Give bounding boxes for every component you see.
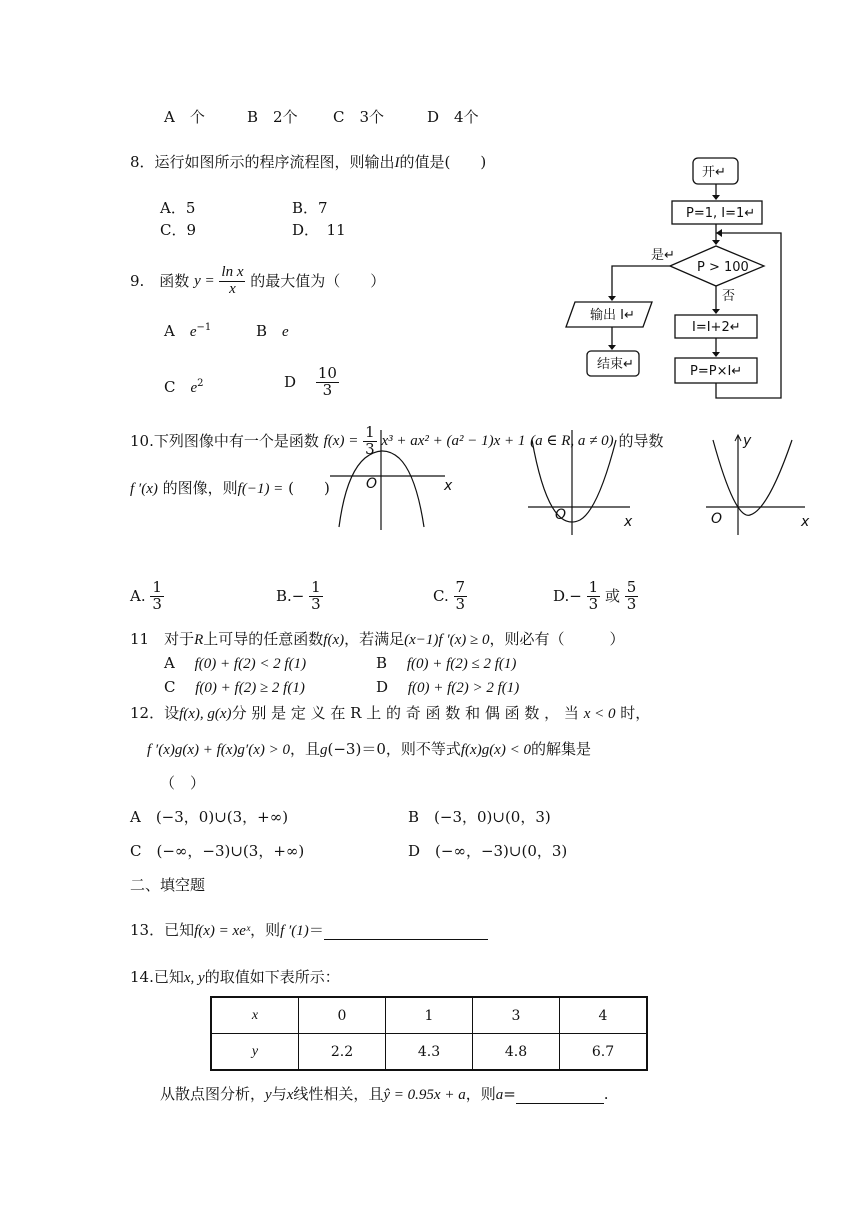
- graph2-origin: O: [555, 507, 567, 523]
- q12-option-a: A (−3，0)∪(3，+∞): [130, 808, 289, 826]
- q8-option-c: C．9: [160, 221, 197, 239]
- q12-option-d: D (−∞，−3)∪(0，3): [408, 842, 568, 860]
- q7-option-c: C 3个: [333, 108, 385, 126]
- q11-option-c: C f(0) + f(2) ≥ 2 f(1): [164, 678, 305, 696]
- graph3-curve: [713, 440, 792, 515]
- q12-option-b: B (−3，0)∪(0，3): [408, 808, 551, 826]
- q9-stem: 9. 函数 y = $\frac{\text{ln x}}{x}$ 的最大值为（ ）: [130, 264, 386, 297]
- q7-option-b: B 2个: [247, 108, 298, 126]
- graph1-origin: O: [366, 476, 378, 492]
- q9-option-b: B e: [256, 322, 289, 340]
- table-cell: 1: [386, 997, 473, 1034]
- q14-table: [210, 996, 648, 1071]
- flowchart-end-label: 结束↵: [597, 357, 634, 372]
- table-row: [211, 997, 647, 1034]
- q10-stem: 10.下列图像中有一个是函数 f(x) = $\frac{1}{3}$ x³ + ax² + (a² − 1)x + 1 (a ∈ R, a ≠ 0) 的导数: [130, 423, 664, 458]
- q12-line2: f ′(x)g(x) + f(x)g′(x) > 0，且g(−3)＝0，则不等式f(x)g(x) < 0的解集是: [147, 740, 591, 758]
- graph1-x-label: x: [444, 478, 453, 494]
- q10-option-a: A. $\frac{1}{3}$: [130, 578, 162, 613]
- flowchart-condition-label: P > 100: [697, 260, 749, 275]
- q9-option-c: C $e^2$: [164, 378, 204, 396]
- flowchart-step2-label: P=P×I↵: [690, 364, 743, 379]
- q13: 13．已知f(x) = xeˣ，则f ′(1)＝: [130, 919, 488, 940]
- table-cell: 2.2: [299, 1034, 386, 1071]
- table-header-y: y: [211, 1034, 299, 1071]
- table-row: [211, 1034, 647, 1071]
- table-header-x: x: [211, 997, 299, 1034]
- table-cell: 4.3: [386, 1034, 473, 1071]
- table-cell: 3: [473, 997, 560, 1034]
- q11-stem: 11 对于R上可导的任意函数f(x)，若满足(x−1)f ′(x) ≥ 0，则必有（ ）: [130, 630, 625, 648]
- q8-option-a: A．5: [160, 199, 196, 217]
- table-cell: 0: [299, 997, 386, 1034]
- graph3-x-label: x: [801, 514, 810, 530]
- q14-stem: 14.已知x, y的取值如下表所示：: [130, 968, 340, 986]
- flowchart-no-label: 否: [722, 289, 736, 304]
- q7-option-a: A 个: [164, 108, 205, 126]
- q9-option-a: A $e^{-1}$: [164, 322, 212, 340]
- q10-option-b: B.− $\frac{1}{3}$: [276, 578, 321, 613]
- flowchart-start-label: 开↵: [702, 165, 726, 180]
- q8-stem: 8．运行如图所示的程序流程图，则输出I的值是( ): [130, 153, 487, 171]
- q11-option-d: D f(0) + f(2) > 2 f(1): [376, 678, 520, 696]
- q10-line2: f ′(x) 的图像，则f(−1) = ( ): [130, 479, 330, 497]
- q12-option-c: C (−∞，−3)∪(3，+∞): [130, 842, 305, 860]
- graph3-origin: O: [711, 511, 723, 527]
- q14-line2: 从散点图分析，y与x线性相关，且ŷ = 0.95x + a，则a= .: [160, 1085, 609, 1103]
- flowchart-output-label: 输出 I↵: [590, 308, 635, 323]
- q10-option-d: D.− $\frac{1}{3}$ 或 $\frac{5}{3}$: [553, 578, 637, 613]
- q11-option-b: B f(0) + f(2) ≤ 2 f(1): [376, 654, 517, 672]
- table-cell: 6.7: [560, 1034, 648, 1071]
- q10-option-c: C. $\frac{7}{3}$: [433, 578, 466, 613]
- flowchart-yes-label: 是↵: [651, 248, 675, 263]
- q12-line3: （ ）: [160, 774, 206, 792]
- table-cell: 4.8: [473, 1034, 560, 1071]
- flowchart-step1-label: I=I+2↵: [692, 320, 741, 335]
- section-heading: 二、填空题: [130, 876, 206, 894]
- q8-option-d: D． 11: [292, 221, 346, 239]
- table-cell: 4: [560, 997, 648, 1034]
- graph3-y-label: y: [743, 433, 752, 449]
- graph2-x-label: x: [624, 514, 633, 530]
- q8-option-b: B．7: [292, 199, 328, 217]
- q11-option-a: A f(0) + f(2) < 2 f(1): [164, 654, 307, 672]
- q13-answer-blank[interactable]: [324, 923, 488, 940]
- flowchart-init-label: P=1, I=1↵: [686, 206, 756, 221]
- q14-answer-blank[interactable]: [516, 1087, 604, 1104]
- q7-option-d: D 4个: [427, 108, 479, 126]
- q12-line1: 12．设f(x), g(x)分 别 是 定 义 在 R 上 的 奇 函 数 和 偶 函 数 ， 当 x < 0 时，: [130, 704, 651, 722]
- q9-option-d: D $\frac{10}{3}$: [284, 364, 337, 399]
